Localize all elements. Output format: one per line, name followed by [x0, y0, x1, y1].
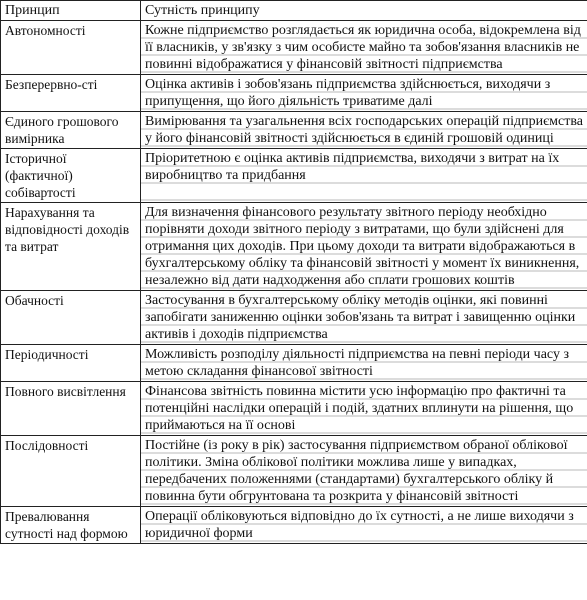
- principle-name: Єдиного грошового вимірника: [1, 112, 141, 149]
- principle-description: Постійне (із року в рік) застосування підприємством обраної облікової політики. Зміна облікової політики можлива лише у випадках, передбачених положеннями (стандартами) бухгалтерського обліку й повинна бути обгрунтована та розкрита у фінансовій звітності: [141, 436, 587, 507]
- table-row: [1, 345, 587, 382]
- principle-description: Пріоритетною є оцінка активів підприємства, виходячи з витрат на їх виробництво та придбання: [141, 149, 587, 203]
- principle-name: Періодичності: [1, 345, 141, 382]
- table-row: [1, 382, 587, 436]
- principle-description: Можливість розподілу діяльності підприємства на певні періоди часу з метою складання фінансової звітності: [141, 345, 587, 382]
- header-principle: Принцип: [1, 1, 141, 21]
- principle-name: Історичної (фактичної) собівартості: [1, 149, 141, 203]
- principle-name: Послідовності: [1, 436, 141, 507]
- principle-name: Обачності: [1, 291, 141, 345]
- principle-description: Застосування в бухгалтерському обліку методів оцінки, які повинні запобігати заниженню оцінки зобов'язань та витрат і завищенню оцінки активів і доходів підприємства: [141, 291, 587, 345]
- principle-description: Кожне підприємство розглядається як юридична особа, відокремлена від її власників, у зв'язку з чим особисте майно та зобов'язання власників не повинні відображатися у фінансовій звітності підприємства: [141, 21, 587, 75]
- table-row: [1, 75, 587, 112]
- table-row: [1, 21, 587, 75]
- table-header-row: [1, 1, 587, 21]
- principle-name: Нарахування та відповідності доходів та витрат: [1, 203, 141, 291]
- principle-description: Вимірювання та узагальнення всіх господарських операцій підприємства у його фінансовій звітності здійснюється в єдиній грошовій одиниці: [141, 112, 587, 149]
- principle-description: Фінансова звітність повинна містити усю інформацію про фактичні та потенційні наслідки операцій і подій, здатних вплинути на рішення, що приймаються на її основі: [141, 382, 587, 436]
- header-essence: Сутність принципу: [141, 1, 587, 21]
- principle-description: Оцінка активів і зобов'язань підприємства здійснюється, виходячи з припущення, що його діяльність триватиме далі: [141, 75, 587, 112]
- table-row: [1, 436, 587, 507]
- principle-name: Превалювання сутності над формою: [1, 507, 141, 544]
- table-row: [1, 507, 587, 544]
- table-row: [1, 203, 587, 291]
- table-row: [1, 149, 587, 203]
- principle-description: Операції обліковуються відповідно до їх сутності, а не лише виходячи з юридичної форми: [141, 507, 587, 544]
- principle-name: Автономності: [1, 21, 141, 75]
- table-row: [1, 112, 587, 149]
- principle-name: Повного висвітлення: [1, 382, 141, 436]
- principle-name: Безперервно-сті: [1, 75, 141, 112]
- table-row: [1, 291, 587, 345]
- principle-description: Для визначення фінансового результату звітного періоду необхідно порівняти доходи звітного періоду з витратами, що були здійснені для отримання цих доходів. При цьому доходи та витрати відображаються в бухгалтерському обліку та фінансовій звітності у момент їх виникнення, незалежно від дати надходження або сплати грошових коштів: [141, 203, 587, 291]
